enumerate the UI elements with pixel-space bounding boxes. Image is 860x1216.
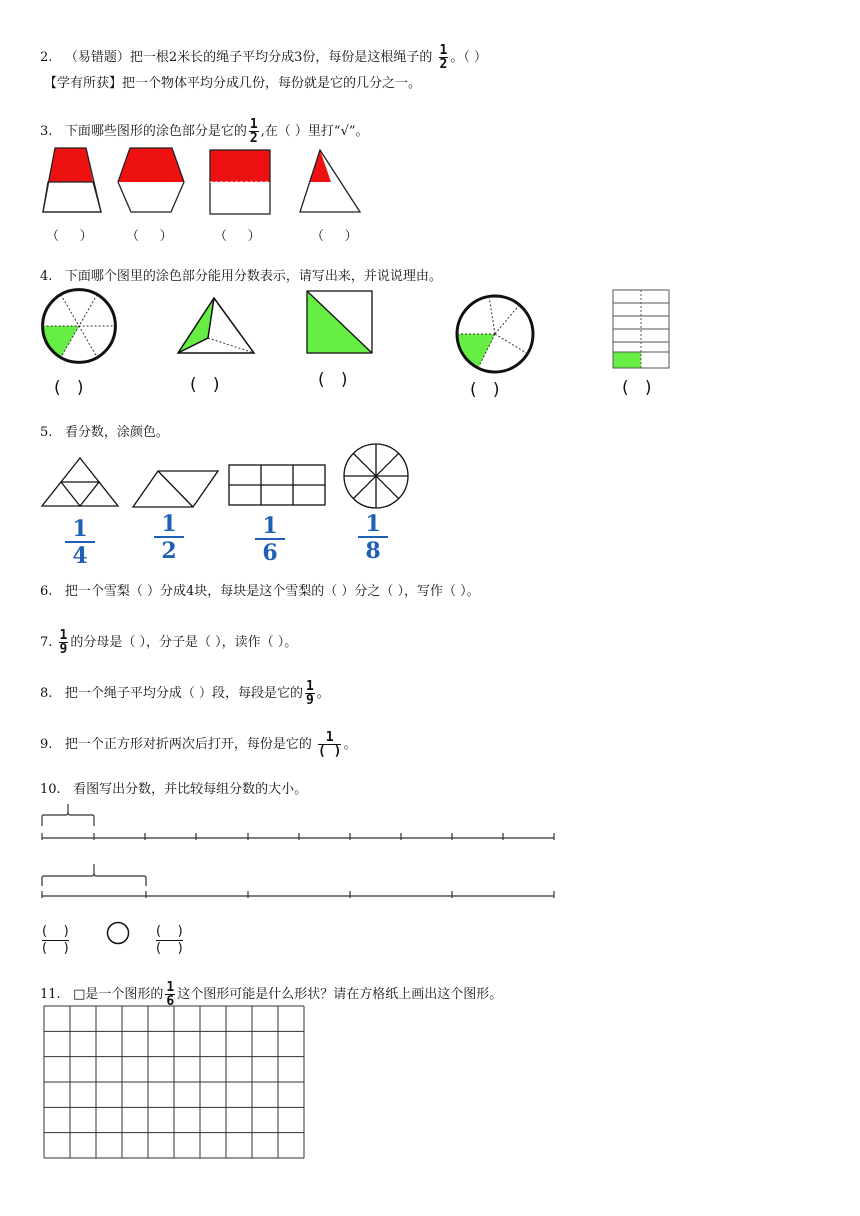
q8-text-a[interactable]: 把一个绳子平均分成（ ）段，每段是它的 bbox=[64, 686, 303, 701]
q6-line bbox=[40, 583, 480, 601]
q5-fraction-sixth bbox=[255, 515, 285, 564]
q4-figures bbox=[0, 286, 860, 396]
q10-line-one bbox=[42, 804, 554, 840]
q3-trapezoid-shape bbox=[43, 148, 101, 212]
q5-text: 看分数，涂颜色。 bbox=[64, 425, 169, 440]
q4-square-diagonal bbox=[307, 291, 372, 353]
q2-text-b[interactable]: 。（ ） bbox=[450, 50, 487, 65]
q3-text-a: 下面哪些图形的涂色部分是它的 bbox=[64, 124, 247, 139]
q8-frac-numerator: 1 bbox=[305, 679, 314, 694]
q5-frac4-numerator: 1 bbox=[358, 513, 388, 538]
q3-answer-3[interactable]: （ ） bbox=[214, 229, 261, 244]
q9-text-b: 。 bbox=[343, 737, 357, 752]
q8-text-b: 。 bbox=[316, 686, 330, 701]
q8-number: 8. bbox=[40, 686, 53, 701]
q3-frac-numerator: 1 bbox=[249, 117, 258, 132]
q11-text-b: 这个图形可能是什么形状？请在方格纸上画出这个图形。 bbox=[177, 987, 503, 1002]
q11-frac-numerator: 1 bbox=[166, 980, 175, 995]
q2-frac-denominator: 2 bbox=[439, 57, 448, 72]
q3-triangle-shape bbox=[300, 150, 360, 212]
q5-frac3-numerator: 1 bbox=[255, 515, 285, 540]
q3-hexagon-shape bbox=[118, 148, 184, 212]
q2-text-a: （易错题）把一根2米长的绳子平均分成3份，每份是这根绳子的 bbox=[64, 50, 433, 65]
q11-frac-denominator: 6 bbox=[166, 994, 175, 1009]
q10-fraction-blank-left[interactable] bbox=[42, 924, 69, 957]
q4-answer-2[interactable]: ( ) bbox=[190, 375, 220, 395]
q4-text: 下面哪个图里的涂色部分能用分数表示，请写出来，并说说理由。 bbox=[64, 269, 442, 284]
q9-frac-denominator-blank[interactable]: ( ) bbox=[317, 744, 342, 759]
q7-text[interactable]: 的分母是（ ），分子是（ ），读作（ ）。 bbox=[70, 635, 298, 650]
q11-grid-paper[interactable] bbox=[43, 1005, 305, 1159]
q9-text-a: 把一个正方形对折两次后打开，每份是它的 bbox=[64, 737, 312, 752]
q5-frac1-denominator: 4 bbox=[72, 543, 88, 569]
q5-number: 5. bbox=[40, 425, 53, 440]
q9-frac-numerator: 1 bbox=[318, 731, 341, 745]
q5-frac4-denominator: 8 bbox=[365, 538, 381, 564]
q11-text-a: □是一个图形的 bbox=[73, 987, 164, 1002]
q7-fraction bbox=[59, 629, 69, 656]
q8-line bbox=[40, 680, 330, 707]
q7-frac-numerator: 1 bbox=[59, 628, 68, 643]
q10-number-lines bbox=[0, 800, 860, 900]
q5-parallelogram bbox=[133, 471, 218, 507]
q4-answer-3[interactable]: ( ) bbox=[318, 370, 348, 390]
q5-frac2-denominator: 2 bbox=[161, 538, 177, 564]
q5-fraction-quarter bbox=[65, 518, 95, 567]
q7-frac-denominator: 9 bbox=[59, 642, 68, 657]
q4-circle-five-parts bbox=[457, 296, 533, 372]
q3-rectangle-shape bbox=[210, 150, 270, 214]
q10-line bbox=[40, 781, 307, 799]
q5-fraction-eighth bbox=[358, 513, 388, 562]
q9-line bbox=[40, 731, 356, 758]
q10-text: 看图写出分数，并比较每组分数的大小。 bbox=[73, 782, 308, 797]
q10-line-two bbox=[42, 864, 554, 898]
q10-right-numerator[interactable]: ( ) bbox=[156, 924, 183, 939]
q8-frac-denominator: 9 bbox=[305, 693, 314, 708]
q4-answer-4[interactable]: ( ) bbox=[470, 380, 500, 400]
q5-frac2-numerator: 1 bbox=[154, 513, 184, 538]
q10-right-denominator[interactable]: ( ) bbox=[156, 941, 183, 956]
q9-number: 9. bbox=[40, 737, 53, 752]
q10-fraction-blank-right[interactable] bbox=[156, 924, 183, 957]
q3-number: 3. bbox=[40, 124, 53, 139]
q4-line bbox=[40, 268, 442, 286]
q2-tip: 【学有所获】把一个物体平均分成几份，每份就是它的几分之一。 bbox=[44, 76, 422, 91]
q5-fraction-half bbox=[154, 513, 184, 562]
q4-triangle-divided bbox=[178, 298, 254, 353]
q2-frac-numerator: 1 bbox=[439, 43, 448, 58]
q10-compare-circle[interactable] bbox=[106, 921, 132, 947]
q4-answer-1[interactable]: ( ) bbox=[54, 378, 84, 398]
q11-number: 11. bbox=[40, 987, 61, 1002]
q10-left-denominator[interactable]: ( ) bbox=[42, 941, 69, 956]
q7-line bbox=[40, 629, 297, 656]
q3-answer-2[interactable]: （ ） bbox=[126, 229, 173, 244]
q5-figures bbox=[0, 440, 860, 510]
q5-frac3-denominator: 6 bbox=[262, 540, 278, 566]
q6-number: 6. bbox=[40, 584, 53, 599]
q4-circle-six-parts bbox=[43, 290, 116, 363]
q9-fraction[interactable] bbox=[318, 731, 341, 758]
q4-rectangle-six-rows bbox=[613, 290, 669, 368]
q3-text-b: ,在（ ）里打“√”。 bbox=[260, 124, 369, 139]
q11-fraction bbox=[165, 981, 175, 1008]
q2-fraction bbox=[439, 44, 449, 71]
q8-fraction bbox=[305, 680, 315, 707]
q6-text[interactable]: 把一个雪梨（ ）分成4块，每块是这个雪梨的（ ）分之（ ），写作（ ）。 bbox=[64, 584, 480, 599]
q5-triangle-four-parts bbox=[42, 458, 118, 506]
q3-answer-4[interactable]: （ ） bbox=[311, 229, 358, 244]
q10-left-numerator[interactable]: ( ) bbox=[42, 924, 69, 939]
q2-number: 2. bbox=[40, 50, 53, 65]
q3-frac-denominator: 2 bbox=[249, 131, 258, 146]
q2-line bbox=[40, 44, 487, 71]
q5-circle-eight-parts bbox=[344, 444, 408, 508]
q3-answer-1[interactable]: （ ） bbox=[46, 229, 93, 244]
q4-number: 4. bbox=[40, 269, 53, 284]
q5-frac1-numerator: 1 bbox=[65, 518, 95, 543]
q10-number: 10. bbox=[40, 782, 61, 797]
q11-line bbox=[40, 981, 502, 1008]
q4-answer-5[interactable]: ( ) bbox=[622, 378, 652, 398]
q5-rectangle-six-parts bbox=[229, 465, 325, 505]
q7-number: 7. bbox=[40, 635, 53, 650]
